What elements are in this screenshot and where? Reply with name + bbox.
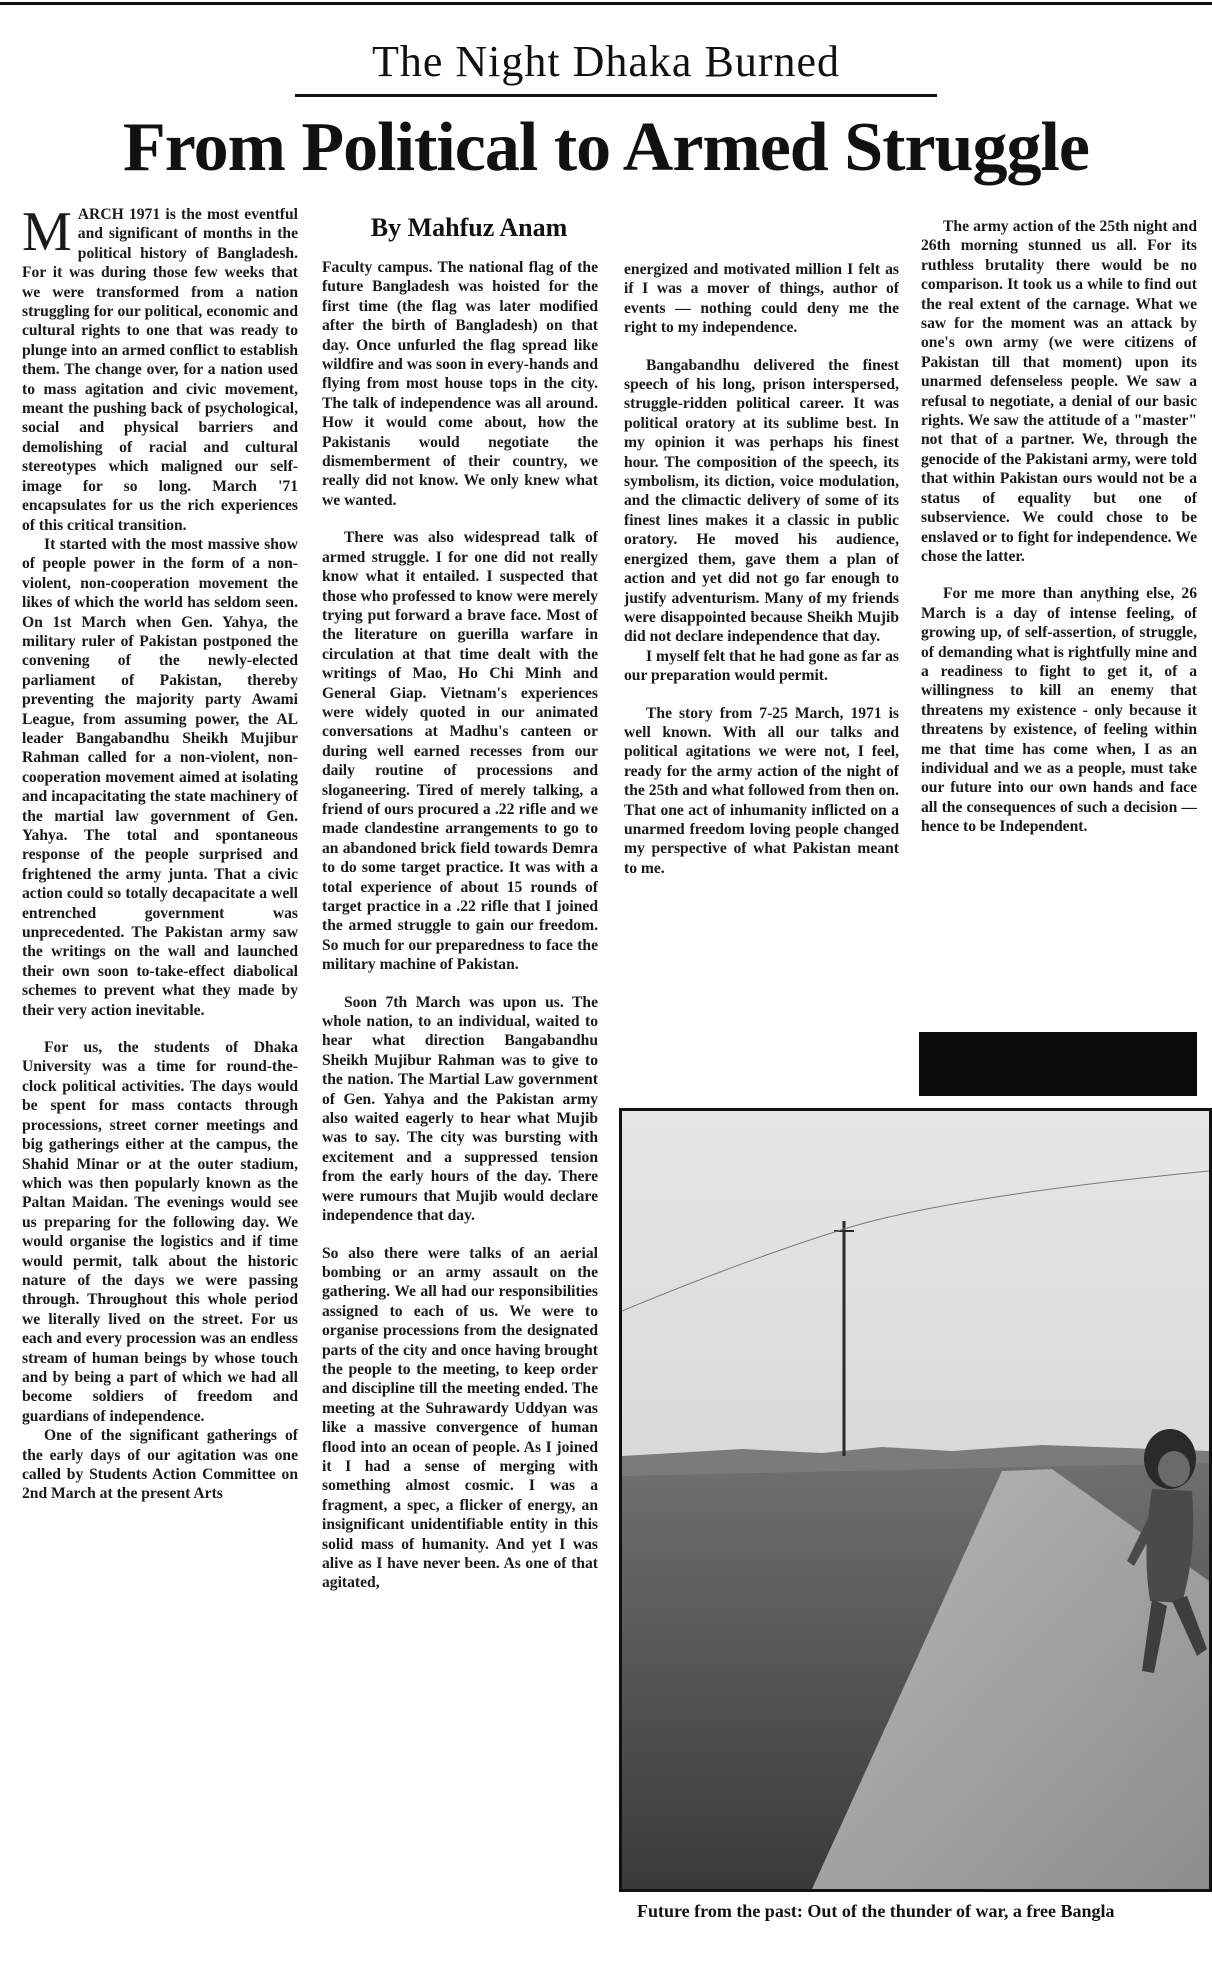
paragraph: energized and motivated million I felt as if I was a mover of things, author of events — nothing could deny me the right to my independence.: [624, 261, 899, 337]
paragraph: Faculty campus. The national flag of the future Bangladesh was hoisted for the first time (the flag was later modified after the birth of Bangladesh) on that day. Once unfurled the flag spread like wildfire and was soon in every-hands and flying from most house tops in the city. The talk of independence was all around. How it would come about, how the Pakistanis would negotiate the dismemberment of their country, we really did not know. We only knew what we wanted.: [322, 259, 598, 509]
paragraph: I myself felt that he had gone as far as our preparation would permit.: [624, 647, 899, 685]
headline: From Political to Armed Struggle: [123, 109, 1089, 186]
redacted-block: [919, 1032, 1197, 1096]
paragraph: So also there were talks of an aerial bombing or an army assault on the gathering. We all had our responsibilities assigned to each of us. We were to organise processions from the designated parts of the city and once having brought the people to the meeting, to keep order and discipline till the meeting ended. The meeting at the Suhrawardy Uddyan was like a massive convergence of human flood into an ocean of people. As I joined it I had a sense of merging with something almost cosmic. I was a fragment, a spec, a flicker of energy, an insignificant unidentifiable entity in this solid mass of humanity. And yet I was alive as I have never been. As one of that agitated,: [322, 1244, 598, 1592]
byline: By Mahfuz Anam: [370, 213, 568, 242]
article-column-2: [322, 258, 598, 1948]
news-photograph: [619, 1108, 1212, 1892]
paragraph: One of the significant gatherings of the early days of our agitation was one called by Students Action Committee on 2nd March at the present Arts: [22, 1427, 298, 1503]
paragraph: For me more than anything else, 26 March is a day of intense feeling, of growing up, of self-assertion, of struggle, of demanding what is rightfully mine and a readiness to fight to get it, of a willingness to kill an enemy that threatens my existence - only because it threatens by existence, of feeling within me that time has come when, I as an individual and we as a people, must take our future into our own hands and face all the consequences of such a decision — hence to be Independent.: [921, 585, 1197, 836]
article-column-1: [22, 205, 298, 1945]
article-column-3: [624, 260, 899, 1098]
paragraph: Soon 7th March was upon us. The whole nation, to an individual, waited to hear what direction Bangabandhu Sheikh Mujibur Rahman was to give to the nation. The Martial Law government of Gen. Yahya and the Pakistan army also waited eagerly to hear what Mujib was to say. The city was bursting with excitement and a suppressed tension from the early hours of the day. There were rumours that Mujib would declare independence that day.: [322, 993, 598, 1225]
article-column-4: [921, 217, 1197, 1027]
top-rule: [0, 2, 1212, 5]
paragraph: There was also widespread talk of armed struggle. I for one did not really know what it entailed. I suspected that those who professed to know were merely trying put forward a brave face. Most of the literature on guerilla warfare in circulation at that time dealt with the writings of Mao, Ho Chi Minh and General Giap. Vietnam's experiences were widely quoted in our animated conversations at Madhu's canteen or during well earned recesses from our daily routine of processions and sloganeering. Tired of merely talking, a friend of ours procured a .22 rifle and we made clandestine arrangements to go to an abandoned brick field towards Demra to do some target practice. It was with a total experience of about 15 rounds of target practice in a .22 rifle that I joined the armed struggle to gain our freedom. So much for our preparedness to face the military machine of Pakistan.: [322, 529, 598, 974]
paragraph: The army action of the 25th night and 26th morning stunned us all. For its ruthless brutality there would be no comparison. It took us a while to find out the real extent of the carnage. What we saw for the moment was an attack by one's own army (we were citizens of Pakistan till that moment) upon its unarmed defenseless people. We saw a refusal to negotiate, a denial of our basic rights. We saw the attitude of a "master" not that of a partner. We, through the genocide of the Pakistani army, were told that within Pakistan ours would not be a status of equality but one of subservience. We could chose to be enslaved or to fight for independence. We chose the latter.: [921, 218, 1197, 565]
kicker-underline: [295, 94, 937, 97]
paragraph: It started with the most massive show of people power in the form of a non-violent, non-cooperation movement the likes of which the world has seldom seen. On 1st March when Gen. Yahya, the military ruler of Pakistan postponed the convening of the newly-elected parliament of Pakistan, thereby preventing the majority party Awami League, from assuming power, the AL leader Bangabandhu Sheikh Mujibur Rahman called for a non-violent, non-cooperation movement aimed at isolating and incapacitating the state machinery of the martial law government of Gen. Yahya. The total and spontaneous response of the people surprised and frightened the army junta. That a civic action could so totally decapacitate a well entrenched government was unprecedented. The Pakistan army saw the writings on the wall and launched their own soon to-take-effect diabolical schemes to prevent what they made by their very action inevitable.: [22, 535, 298, 1019]
paragraph: For us, the students of Dhaka University was a time for round-the-clock political activities. The days would be spent for mass contacts through processions, street corner meetings and big gatherings either at the campus, the Shahid Minar or at the outer stadium, which was then popularly known as the Paltan Maidan. The evenings would see us preparing for the following day. We would organise the logistics and if time would permit, talk about the historic nature of the days we were passing through. Throughout this whole period we literally lived on the street. For us each and every procession was an endless stream of human beings by whose touch and by being a part of which we had all become soldiers of freedom and guardians of independence.: [22, 1039, 298, 1425]
photo-caption: Future from the past: Out of the thunder of war, a free Bangla: [637, 1901, 1115, 1921]
photo-illustration: [622, 1111, 1209, 1889]
drop-cap: M: [22, 205, 72, 263]
paragraph: MARCH 1971 is the most eventful and significant of months in the political history of Bangladesh. For it was during those few weeks that we were transformed from a nation struggling for our political, economic and cultural rights to one that was ready to plunge into an armed conflict to establish them. The change over, for a nation used to mass agitation and civic movement, meant the pushing back of psychological, social and physical barriers and demolishing of racial and cultural stereotypes which maligned our self-image for so long. March '71 encapsulates for us the rich experiences of this critical transition.: [22, 205, 298, 534]
paragraph: Bangabandhu delivered the finest speech of his long, prison interspersed, struggle-ridden political career. It was political oratory at its sublime best. In my opinion it was perhaps his finest hour. The composition of the speech, its symbolism, its diction, voice modulation, and the climactic delivery of some of its finest lines makes it a classic in public oratory. He moved his audience, energized them, gave them a plan of action and yet did not go far enough to justify adventurism. Many of my friends were disappointed because Sheikh Mujib did not declare independence that day.: [624, 356, 899, 646]
paragraph: The story from 7-25 March, 1971 is well known. With all our talks and political agitations we were not, I feel, ready for the army action of the night of the 25th and what followed from then on. That one act of inhumanity inflicted on a unarmed freedom loving people changed my perspective of what Pakistan meant to me.: [624, 704, 899, 877]
kicker-title: The Night Dhaka Burned: [372, 37, 840, 86]
